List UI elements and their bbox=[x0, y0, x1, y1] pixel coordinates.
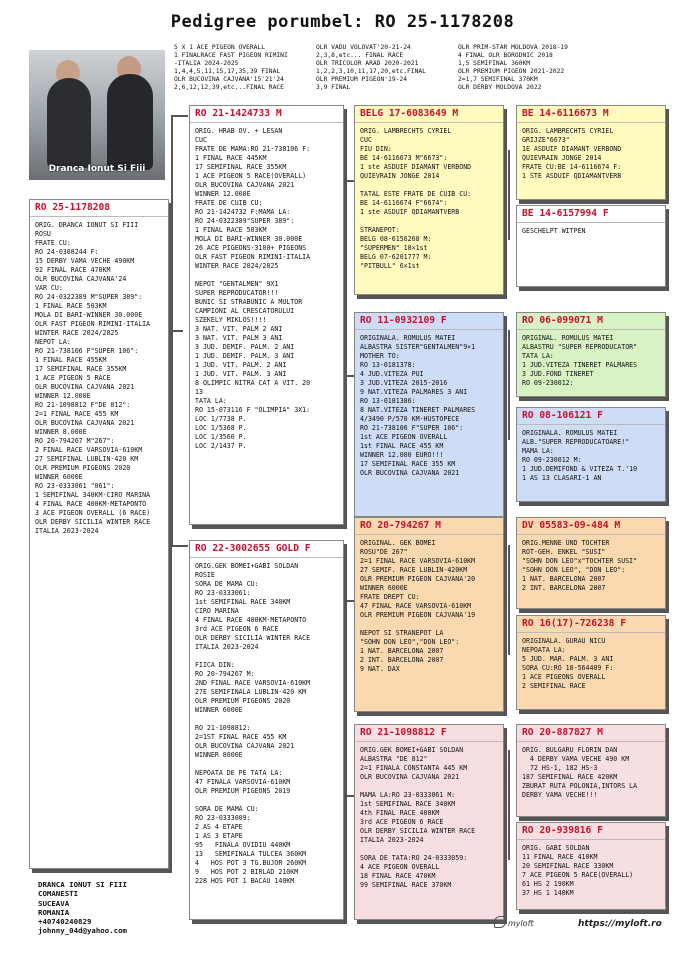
pigeon-ring-id: BE 14-6116673 M bbox=[517, 106, 665, 123]
pigeon-details: ORIGINALA. GURAU NICU NEPOATA LA: 5 JUD. MAR. PALM. 3 ANI SORA CU:RO 18-564409 F: 1 ACE PIGEONS OVERALL 2 SEMIFINAL RACE bbox=[522, 637, 614, 690]
pigeon-ring-id: DV 05583-09-484 M bbox=[517, 518, 665, 535]
pigeon-card-sd-dam[interactable] bbox=[516, 407, 666, 502]
connector-line bbox=[508, 330, 510, 440]
pigeon-ring-id: RO 25-1178208 bbox=[30, 200, 168, 217]
pigeon-details: ORIG. LAMBRECHTS CYRIEL CUC FIU DIN: BE 14-6116673 M"6673": 1 ste ASDUIF DIAMANT VERBOND QUIEVRAIN JONGE 2014 TATAL ESTE FRATE DE CUIB CU: BE 14-6116674 F"6674": 1 ste ASDUIF QDIAMANTVERB STRANEPOT: BELG 08-6156268 M: "SUPERMEN" 18×1st BELG 07-6201777 M: "PITBULL" 6×1st bbox=[360, 127, 472, 270]
dove-logo-icon bbox=[494, 916, 506, 928]
pigeon-card-sd-sire[interactable] bbox=[516, 312, 666, 397]
pigeon-details: ORIGINAL. ROMULUS MATEI ALBASTRU "SUPER REPRODUCATOR" TATA LA: 1 JUD.VITEZA TINERET PALMARES 3 JUD.FOND TINERET RO 09-230012: bbox=[522, 334, 638, 387]
site-link[interactable]: https://myloft.ro bbox=[578, 919, 662, 929]
person-body-2 bbox=[107, 74, 153, 170]
achievements-column-1: 5 X 1 ACE PIGEON OVERALL 1 FINALRACE FAST PIGEON RIMINI -ITALIA 2024-2025 1,4,4,5,11,15,17,35,39 FINAL OLR BUCOVINA CAJVANA'15'21'24 2,6,12,12,39,etc...FINAL RACE bbox=[174, 44, 288, 91]
pigeon-details: ORIG. GABI SOLDAN 11 FINAL RACE 410KM 20 SEMIFINAL RACE 330KM 7 ACE PIGEON 5 RACE(OVERALL) 61 HS 2 190KM 37 HS 1 140KM bbox=[522, 844, 634, 897]
pigeon-details: ORIG. HRAB OV. + LESAN CUC FRATE DE MAMA:RO 21-738106 F: 1 FINAL RACE 445KM 17 SEMIFINAL RACE 355KM 1 ACE PIGEON 5 RACE(OVERALL) OLR BUCOVINA CAJVANA 2021 WINNER 12.000E FRATE DE CUIB CU: RO 21-1424732 F:MAMA LA: RO 24-0322389"SUPER 389": 1 FINAL RACE 503KM MOLA DI BARI-WINNER 30.000E 26 ACE PIGEONS-3100+ PIGEONS OLR FAST PIGEON RIMINI-ITALIA WINTER RACE 2024/2025 NEPOT "GENTALMEN" 9X1 SUPER REPRODUCATOR!!! BUNIC SI STRABUNIC A MULTOR CAMPIONI AL CRESCATORULUI SZEKELY MIKLOS!!!! 3 NAT. VIT. PALM 2 ANI 3 NAT. VIT. PALM 3 ANI 3 JUD. DEMIF. PALM. 2 ANI 1 JUD. DEMIF. PALM. 3 ANI 1 JUD. VIT. PALM. 2 ANI 1 JUD. VIT. PALM. 3 ANI 8 OLIMPIC NITRA CAT A VIT. 20 13 TATA LA: RO 15-073116 F "OLIMPIA" 3X1: LOC 1/7738 P. LOC 1/5368 P. LOC 1/3560 P. LOC 2/1437 P. bbox=[195, 127, 311, 450]
achievements-column-3: OLR PRIM-STAR MOLDOVA 2018-19 4 FINAL OLR BORODNIC 2018 1,5 SEMIFINAL 360KM OLR PREMIUM PIGEON 2021-2022 2=1,7 SEMIFINAL 370KM OLR DERBY MOLDOVA 2022 bbox=[458, 44, 568, 91]
connector-line bbox=[345, 180, 347, 375]
pigeon-ring-id: RO 06-099071 M bbox=[517, 313, 665, 330]
pigeon-details: ORIGINAL. GEK BOMEI ROSU"DE 267" 2=1 FINAL RACE VARSOVIA-610KM 27 SEMIF. RACE LUBLIN-420KM OLR PREMIUM PIGEON CAJVANA'20 WINNER 6000E FRATE DREPT CU: 47 FINAL RACE VARSOVIA-610KM OLR PREMIUM PIGEON CAJVANA'19 NEPOT SI STRANEPOT LA "SOHN DON LEO","DON LEO": 1 NAT. BARCELONA 2007 2 INT. BARCELONA 2007 9 NAT. DAX bbox=[360, 539, 476, 673]
pigeon-card-ds-dam[interactable] bbox=[516, 615, 666, 710]
pigeon-ring-id: RO 11-0932109 F bbox=[355, 313, 503, 330]
pigeon-card-sire-dam[interactable] bbox=[354, 312, 504, 517]
pigeon-card-ss-sire[interactable] bbox=[516, 105, 666, 200]
photo-caption: Dranca Ionut Si Fiii bbox=[48, 164, 146, 174]
owner-contact: DRANCA IONUT SI FIII COMANESTI SUCEAVA ROMANIA +40740240829 johnny_04d@yahoo.com bbox=[38, 880, 127, 936]
pigeon-card-sire[interactable] bbox=[189, 105, 344, 525]
pigeon-details: ORIG. BULGARU FLORIN DAN 4 DERBY VAMA VECHE 490 KM 72 HS-1, 182 HS-3 187 SEMIFINAL RACE 420KM ZBURAT RUTA POLONIA,INTORS LA DERBY VAMA VECHE!!! bbox=[522, 746, 638, 799]
pigeon-details: ORIG.GEK BOMEI+GABI SOLDAN ALBASTRA "DE 812" 2=1 FINALA CONSTANTA 445 KM OLR BUCOVINA CAJVANA 2021 MAMA LA:RO 23-0333061 M: 1st SEMIFINAL RACE 340KM 4th FINAL RACE 400KM 3rd ACE PIGEON 6 RACE OLR DERBY SICILIA WINTER RACE ITALIA 2023-2024 SORA DE TATA:RO 24-0333059: 4 ACE PIGEON OVERALL 18 FINAL RACE 470KM 99 SEMIFINAL RACE 370KM bbox=[360, 746, 476, 889]
pigeon-card-dd-sire[interactable] bbox=[516, 724, 666, 817]
pigeon-details: ORIGINALA. ROMULUS MATEI ALB."SUPER REPRODUCATOARE!" MAMA LA: RO 09-230012 M: 1 JUD.DEMIFOND & VITEZA T.'10 1 AS 13 CLASARI-1 AN bbox=[522, 429, 638, 482]
pigeon-details: ORIG. LAMBRECHTS CYRIEL GRIJZE"6673" 1E ASDUIF DIAMANT VERBOND QUIEVRAIN JONGE 2014 FRATE CU:BE 14-6116674 F: 1 STE ASDUIF QDIAMANTVERB bbox=[522, 127, 622, 180]
pigeon-details: ORIG.GEK BOMEI+GABI SOLDAN ROSIE SORA DE MAMA CU: RO 23-0333061: 1st SEMIFINAL RACE 340KM CIRO MARINA 4 FINAL RACE 400KM-METAPONTO 3rd ACE PIGEON 6 RACE OLR DERBY SICILIA WINTER RACE ITALIA 2023-2024 FIICA DIN: RO 20-794267 M: 2ND FINAL RACE VARSOVIA-610KM 27E SEMIFINALA LUBLIN-420 KM OLR PREMIUM PIGEONS 2020 WINNER 6000E RO 21-1098812: 2=1ST FINAL RACE 455 KM OLR BUCOVINA CAJVANA 2021 WINNER 8000E NEPOATA DE PE TATA LA: 47 FINALA VARSOVIA-610KM OLR PREMIUM PIGEONS 2019 SORA DE MAMA CU: RO 23-0333009: 2 AS 4 ETAPE 1 AS 3 ETAPE 95 FINALA OVIDIU 440KM 13 SEMIFINALA TULCEA 360KM 4 HOS POT 3 TG.BUJOR 260KM 9 HOS POT 2 BIRLAD 210KM 228 HOS POT 1 BACAU 140KM bbox=[195, 562, 311, 885]
pigeon-ring-id: RO 20-887827 M bbox=[517, 725, 665, 742]
connector-line bbox=[345, 600, 347, 795]
pigeon-card-subject[interactable] bbox=[29, 199, 169, 869]
pigeon-ring-id: RO 16(17)-726238 F bbox=[517, 616, 665, 633]
connector-line bbox=[508, 750, 510, 860]
pigeon-details: ORIG. DRANCA IONUT SI FIII ROSU FRATE CU: RO 24-0308244 F: 15 DERBY VAMA VECHE 490KM 92 FINAL RACE 470KM OLR BUCOVINA CAJVANA'24 VAR CU: RO 24-0322389 M"SUPER 389": 1 FINAL RACE 503KM MOLA DI BARI-WINNER 30.000E OLR FAST PIGEON RIMINI-ITALIA WINTER RACE 2024/2025 NEPOT LA: RO 21-738106 F"SUPER 106": 1 FINAL RACE 455KM 17 SEMIFINAL RACE 355KM 1 ACE PIGEON 5 RACE OLR BUCOVINA CAJVANA 2021 WINNER 12.000E RO 21-1098812 F"DE 812": 2=1 FINAL RACE 455 KM OLR BUCOVINA CAJVANA 2021 WINNER 8.000E RO 20-794267 M"267": 2 FINAL RACE VARSOVIA-610KM 27 SEMIFINAL LUBLIN-420 KM OLR PREMIUM PIGEONS 2020 WINNER 6000E RO 23-0333061 "061": 1 SEMIFINAL 340KM-CIRO MARINA 4 FINAL RACE 400KM-METAPONTO 3 ACE PIGEON OVERALL (6 RACE) OLR DERBY SICILIA WINTER RACE ITALIA 2023-2024 bbox=[35, 221, 151, 535]
myloft-logo: myloft bbox=[508, 919, 534, 928]
pigeon-card-dam-sire[interactable] bbox=[354, 517, 504, 712]
pigeon-ring-id: RO 21-1098812 F bbox=[355, 725, 503, 742]
connector-line bbox=[508, 545, 510, 655]
owner-photo bbox=[29, 50, 165, 180]
connector-line bbox=[508, 150, 510, 240]
pigeon-card-sire-sire[interactable] bbox=[354, 105, 504, 295]
pigeon-details: ORIGINALA. ROMULUS MATEI ALBASTRA SISTER"GENTALMEN"9×1 MOTHER TO: RO 13-0181378: 4 JUD.VITEZA PUI 3 JUD.VITEZA 2015-2016 9 NAT.VITEZA PALMARES 3 ANI RO 13-0181386: 8 NAT.VITEZA TINERET PALMARES 4/3490 P/570 KM-HUSTOPECE RO 21-738106 F"SUPER 106": 1st ACE PIGEON OVERALL 1st FINAL RACE 455 KM WINNER 12.000 EURO!!! 17 SEMIFINAL RACE 355 KM OLR BUCOVINA CAJVANA 2021 bbox=[360, 334, 476, 477]
pigeon-ring-id: RO 08-106121 F bbox=[517, 408, 665, 425]
connector-line bbox=[171, 330, 183, 332]
achievements-column-2: OLR VADU VOLOVAT'20-21-24 2,3,8,etc... FINAL RACE OLR TRICOLOR ARAD 2020-2021 1,2,2,3,10,11,17,20,etc.FINAL OLR PREMIUM PIGEON'19-24 3,9 FINAL bbox=[316, 44, 426, 91]
pigeon-card-dd-dam[interactable] bbox=[516, 822, 666, 910]
pigeon-card-dam[interactable] bbox=[189, 540, 344, 920]
pigeon-ring-id: RO 21-1424733 M bbox=[190, 106, 343, 123]
pigeon-card-ds-sire[interactable] bbox=[516, 517, 666, 609]
pigeon-ring-id: BE 14-6157994 F bbox=[517, 206, 665, 223]
page-title: Pedigree porumbel: RO 25-1178208 bbox=[170, 12, 515, 32]
connector-line bbox=[171, 545, 188, 547]
connector-line bbox=[171, 115, 188, 117]
pigeon-ring-id: RO 20-939816 F bbox=[517, 823, 665, 840]
pigeon-ring-id: RO 22-3002655 GOLD F bbox=[190, 541, 343, 558]
pigeon-ring-id: RO 20-794267 M bbox=[355, 518, 503, 535]
pigeon-details: GESCHELPT WITPEN bbox=[522, 227, 586, 235]
pigeon-card-ss-dam[interactable] bbox=[516, 205, 666, 287]
person-body-1 bbox=[47, 78, 91, 168]
pigeon-card-dam-dam[interactable] bbox=[354, 724, 504, 920]
pigeon-ring-id: BELG 17-6083649 M bbox=[355, 106, 503, 123]
pigeon-details: ORIG.MENNE UND TOCHTER ROT-GEH. ENKEL "SUSI" "SOHN DON LEO"x"TOCHTER SUSI" "SOHN DON LEO", "DON LEO": 1 NAT. BARCELONA 2007 2 INT. BARCELONA 2007 bbox=[522, 539, 638, 592]
